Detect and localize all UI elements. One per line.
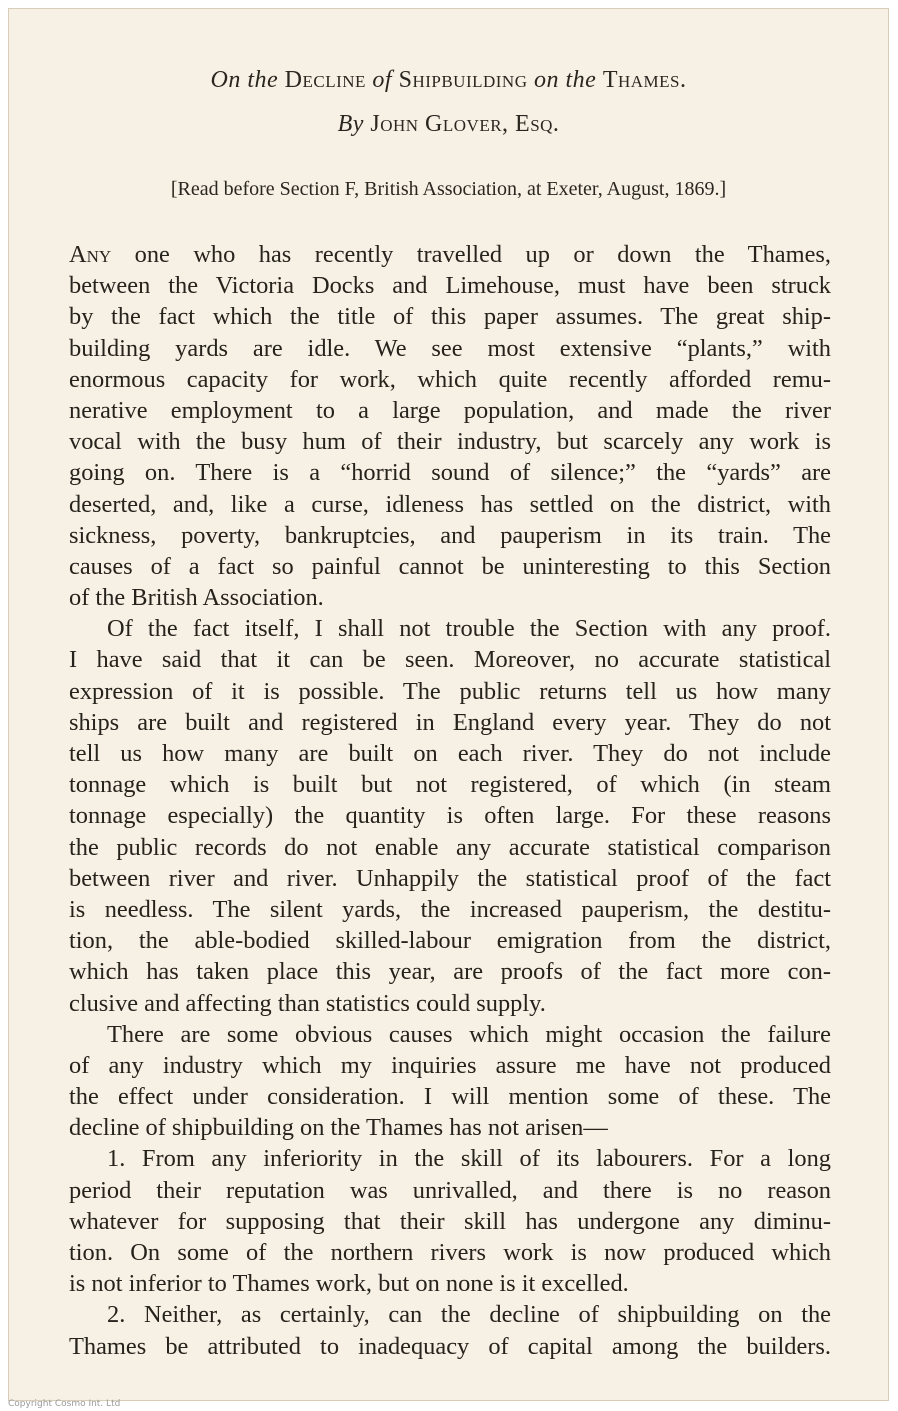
copyright-watermark: Copyright Cosmo Int. Ltd — [8, 1399, 121, 1409]
text-line: ships are built and registered in England every year. They do not — [69, 708, 831, 736]
author-name: John Glover, Esq. — [370, 111, 560, 137]
title-of: of — [372, 67, 393, 93]
text-line: Thames be attributed to inadequacy of capital among the builders. — [69, 1332, 831, 1360]
title-on-the-2: on the — [534, 67, 597, 93]
text-line: between river and river. Unhappily the statistical proof of the fact — [69, 864, 831, 892]
text-line: of any industry which my inquiries assure me have not produced — [69, 1051, 831, 1079]
article-title — [9, 67, 888, 94]
byline — [9, 111, 888, 138]
article-body — [69, 239, 831, 1362]
text-line: is needless. The silent yards, the increased pauperism, the destitu- — [69, 895, 831, 923]
text-line: decline of shipbuilding on the Thames has not arisen— — [69, 1114, 608, 1142]
text-line: building yards are idle. We see most extensive “plants,” with — [69, 334, 831, 362]
text-line: sickness, poverty, bankruptcies, and pauperism in its train. The — [69, 521, 831, 549]
text-line: enormous capacity for work, which quite recently afforded remu- — [69, 365, 831, 393]
text-line: going on. There is a “horrid sound of silence;” the “yards” are — [69, 459, 831, 487]
document-page — [8, 8, 889, 1401]
text-line: whatever for supposing that their skill has undergone any diminu- — [69, 1207, 831, 1235]
text-line: the effect under consideration. I will mention some of these. The — [69, 1083, 831, 1111]
reading-note: [Read before Section F, British Association, at Exeter, August, 1869.] — [170, 178, 727, 200]
text-line: Of the fact itself, I shall not trouble the Section with any proof. — [107, 615, 831, 643]
text-line: 1. From any inferiority in the skill of its labourers. For a long — [107, 1145, 831, 1173]
text-line: clusive and affecting than statistics could supply. — [69, 989, 546, 1017]
title-thames: Thames. — [602, 67, 687, 93]
title-on-the: On the — [210, 67, 279, 93]
byline-by: By — [337, 111, 364, 137]
text-line: tonnage which is built but not registered, of which (in steam — [69, 771, 831, 799]
title-decline: Decline — [284, 67, 366, 93]
text-line: tonnage especially) the quantity is often large. For these reasons — [69, 802, 831, 830]
text-line: of the British Association. — [69, 584, 324, 612]
text-line: between the Victoria Docks and Limehouse, must have been struck — [69, 272, 831, 300]
text-line: tion. On some of the northern rivers work is now produced which — [69, 1239, 831, 1266]
text-line: There are some obvious causes which might occasion the failure — [107, 1020, 831, 1048]
text-line: deserted, and, like a curse, idleness has settled on the district, with — [69, 490, 831, 518]
text-line: the public records do not enable any accurate statistical comparison — [69, 833, 831, 861]
title-shipbuilding: Shipbuilding — [398, 67, 528, 93]
text-line: vocal with the busy hum of their industry, but scarcely any work is — [69, 428, 831, 456]
text-line: nerative employment to a large population, and made the river — [69, 396, 831, 424]
text-line: is not inferior to Thames work, but on none is it excelled. — [69, 1270, 629, 1298]
text-line: I have said that it can be seen. Moreover, no accurate statistical — [69, 646, 831, 674]
text-line: 2. Neither, as certainly, can the decline of shipbuilding on the — [107, 1301, 831, 1329]
text-line: by the fact which the title of this paper assumes. The great ship- — [69, 303, 831, 331]
text-line: causes of a fact so painful cannot be uninteresting to this Section — [69, 552, 831, 580]
text-line: period their reputation was unrivalled, and there is no reason — [69, 1176, 831, 1204]
opening-word: Any — [69, 241, 112, 268]
text-line: which has taken place this year, are proofs of the fact more con- — [69, 958, 831, 986]
text-line: tion, the able-bodied skilled-labour emigration from the district, — [69, 927, 831, 955]
text-line: Any one who has recently travelled up or down the Thames, — [69, 241, 831, 268]
text-line: expression of it is possible. The public returns tell us how many — [69, 677, 831, 705]
text-line: tell us how many are built on each river. They do not include — [69, 740, 831, 767]
